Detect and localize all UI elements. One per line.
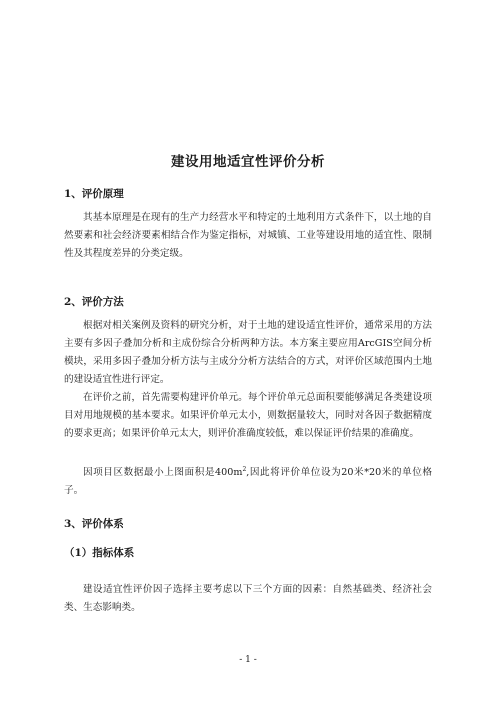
section-heading-evaluation-principle: 1、评价原理 [64,188,124,200]
section-heading-evaluation-system: 3、评价体系 [64,518,124,530]
page-number: - 1 - [239,655,257,665]
paragraph-method-2: 在评价之前，首先需要构建评价单元。每个评价单元总面积要能够满足各类建设项目对用地规模的基本要求。如果评价单元太小，则数据量较大，同时对各因子数据精度的要求更高；如果评价单元太大，则评价准确度较低，难以保证评价结果的准确度。 [64,392,432,439]
paragraph-method-1: 根据对相关案例及资料的研究分析，对于土地的建设适宜性评价，通常采用的方法主要有多因子叠加分析和主成份综合分析两种方法。本方案主要应用ArcGIS空间分析模块，采用多因子叠加分析方法与主成分分析方法结合的方式，对评价区域范围内土地的建设适宜性进行评定。 [64,320,432,385]
section-heading-evaluation-method: 2、评价方法 [64,296,124,308]
paragraph-principle: 其基本原理是在现有的生产力经营水平和特定的土地利用方式条件下，以土地的自然要素和社会经济要素相结合作为鉴定指标，对城镇、工业等建设用地的适宜性、限制性及其程度差异的分类定级。 [64,212,432,259]
paragraph-method-3 [64,461,432,500]
paragraph-method-3-text-a: 因项目区数据最小上图面积是400m [83,467,243,479]
paragraph-index-system: 建设适宜性评价因子选择主要考虑以下三个方面的因素：自然基础类、经济社会类、生态影响类。 [64,584,432,613]
document-title: 建设用地适宜性评价分析 [171,154,325,170]
paragraph-method-3-text-b: ,因此将评价单位设为20米*20米的单位格子。 [64,467,432,497]
superscript-2: 2 [242,466,247,473]
subsection-heading-index-system: （1）指标体系 [64,547,135,559]
